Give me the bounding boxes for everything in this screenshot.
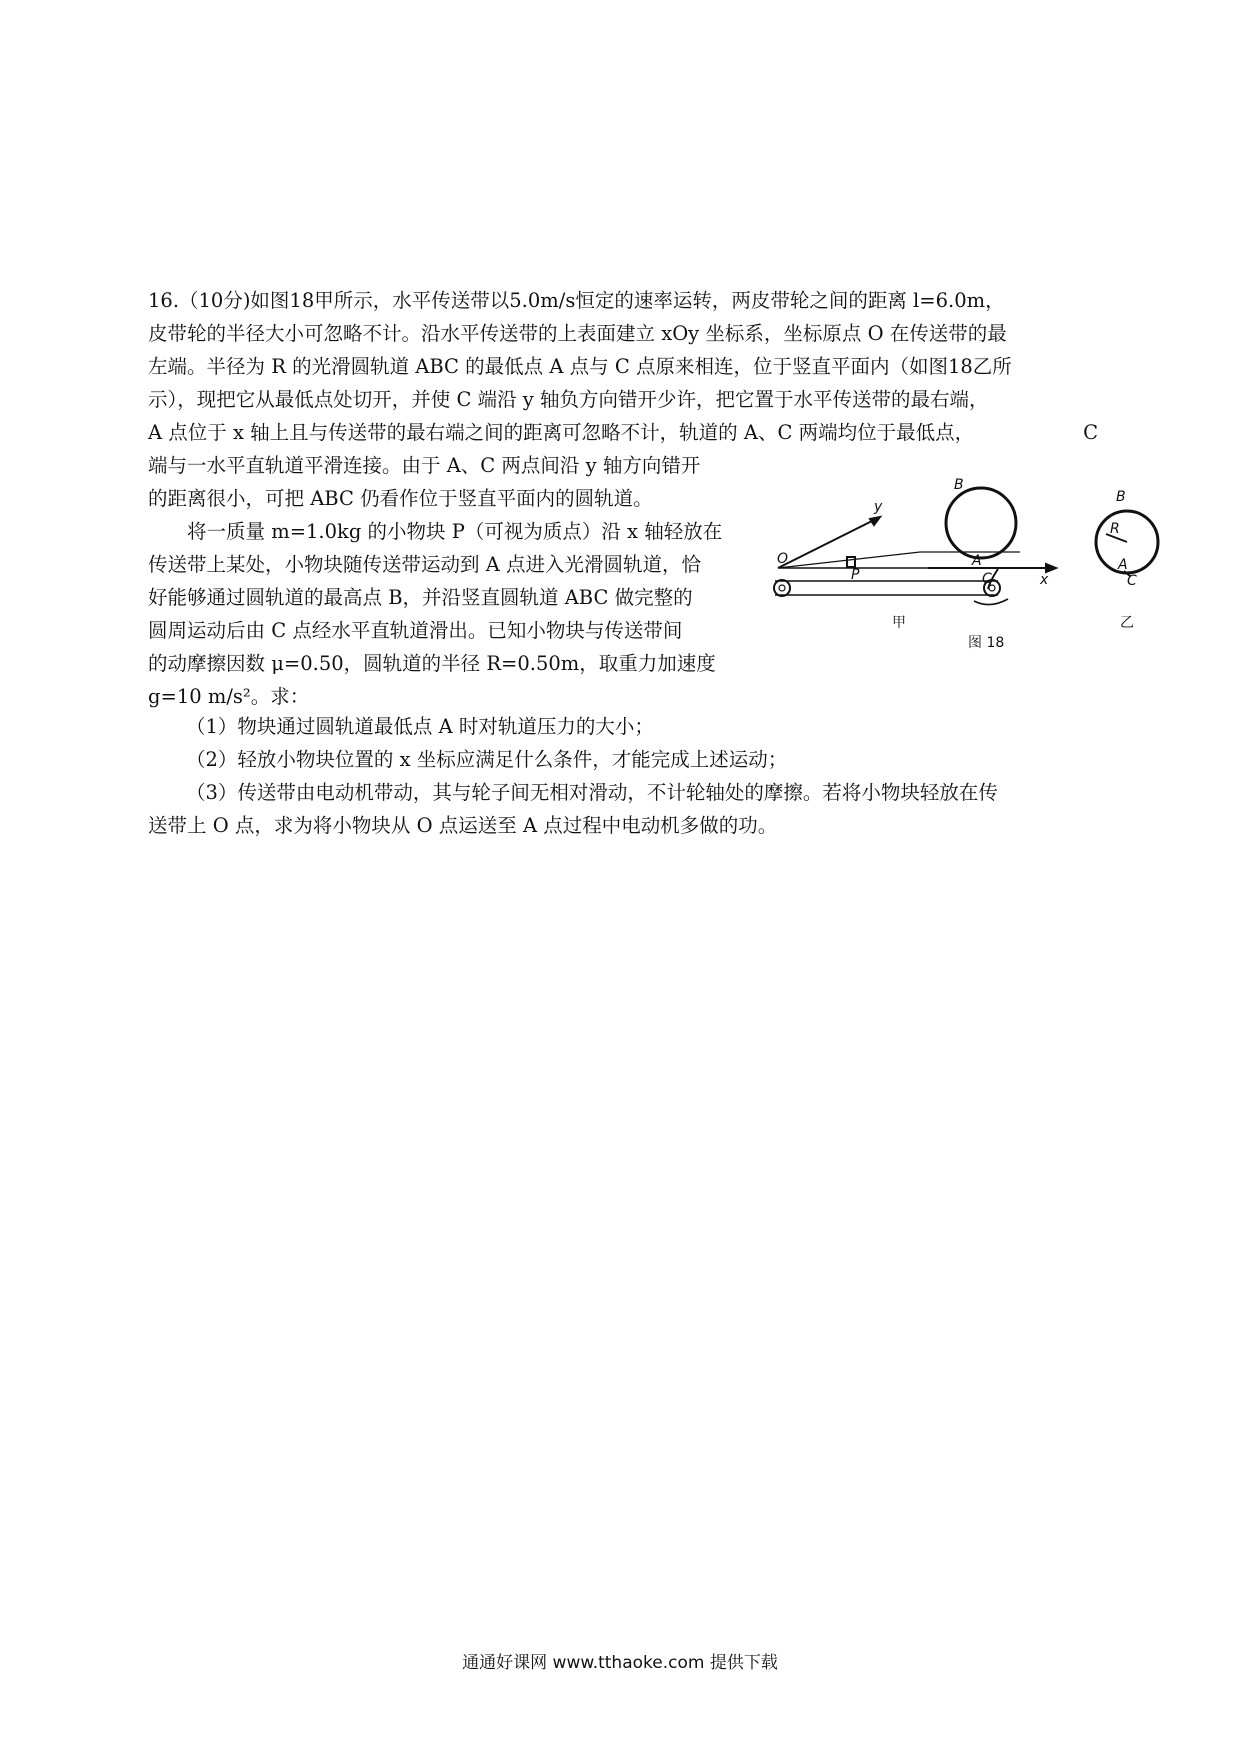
text-line: 圆周运动后由 C 点经水平直轨道滑出。已知小物块与传送带间 bbox=[148, 619, 683, 642]
block-p bbox=[847, 557, 855, 567]
problem-body bbox=[148, 449, 758, 713]
x-axis-arrow bbox=[1046, 564, 1056, 572]
question-item: （1）物块通过圆轨道最低点 A 时对轨道压力的大小； bbox=[186, 715, 654, 738]
problem-intro bbox=[148, 284, 1098, 449]
figure-caption: 图 18 bbox=[968, 635, 1005, 651]
label-o: O bbox=[777, 551, 789, 567]
label-y: y bbox=[874, 499, 883, 515]
y-axis-line bbox=[778, 517, 880, 568]
text-segment: A 点位于 x 轴上且与传送带的最右端之间的距离可忽略不计，轨道的 A、C 两端均位于最低点， bbox=[148, 421, 975, 444]
belt-top-back bbox=[778, 552, 920, 568]
text-line: 的动摩擦因数 μ=0.50，圆轨道的半径 R=0.50m，取重力加速度 bbox=[148, 652, 716, 675]
text-line: 好能够通过圆轨道的最高点 B，并沿竖直圆轨道 ABC 做完整的 bbox=[148, 586, 693, 609]
text-line: 传送带上某处，小物块随传送带运动到 A 点进入光滑圆轨道，恰 bbox=[148, 553, 701, 576]
text-line: 的距离很小，可把 ABC 仍看作位于竖直平面内的圆轨道。 bbox=[148, 487, 653, 510]
label-a-side: A bbox=[1118, 557, 1128, 573]
text-line: 端与一水平直轨道平滑连接。由于 A、C 两点间沿 y 轴方向错开 bbox=[148, 454, 701, 477]
question-item: （3）传送带由电动机带动，其与轮子间无相对滑动，不计轮轴处的摩擦。若将小物块轻放在传 bbox=[186, 781, 998, 804]
label-r: R bbox=[1110, 521, 1120, 537]
text-line: 左端。半径为 R 的光滑圆轨道 ABC 的最低点 A 点与 C 点原来相连，位于竖直平面内（如图18乙所 bbox=[148, 355, 1012, 378]
question-list bbox=[148, 710, 1098, 842]
question-item: （2）轻放小物块位置的 x 坐标应满足什么条件，才能完成上述运动； bbox=[186, 748, 788, 771]
left-pulley-axle bbox=[779, 585, 785, 591]
label-c: C bbox=[982, 571, 992, 587]
text-line: 16.（10分)如图18甲所示，水平传送带以5.0m/s恒定的速率运转，两皮带轮之间的距离 l=6.0m， bbox=[148, 289, 1005, 312]
subfigure-a-label: 甲 bbox=[892, 615, 906, 631]
label-b-side: B bbox=[1116, 489, 1126, 505]
page-footer: 通通好课网 www.tthaoke.com 提供下载 bbox=[462, 1653, 778, 1673]
label-b: B bbox=[954, 477, 964, 493]
text-line bbox=[148, 416, 1098, 449]
exit-track-curve bbox=[974, 599, 1008, 605]
text-line: 示），现把它从最低点处切开，并使 C 端沿 y 轴负方向错开少许，把它置于水平传送带的最右端， bbox=[148, 388, 989, 411]
subfigure-b-label: 乙 bbox=[1120, 615, 1134, 631]
left-pulley bbox=[774, 580, 790, 596]
label-p: P bbox=[851, 567, 860, 583]
question-item: 送带上 O 点，求为将小物块从 O 点运送至 A 点过程中电动机多做的功。 bbox=[148, 814, 778, 837]
text-line: 皮带轮的半径大小可忽略不计。沿水平传送带的上表面建立 xOy 坐标系，坐标原点 O 在传送带的最 bbox=[148, 322, 1007, 345]
text-line: 将一质量 m=1.0kg 的小物块 P（可视为质点）沿 x 轴轻放在 bbox=[148, 520, 723, 543]
figure-18-drawing bbox=[770, 477, 1170, 657]
figure-18 bbox=[770, 477, 1170, 657]
text-line: g=10 m/s²。求： bbox=[148, 685, 310, 708]
y-axis-arrow bbox=[870, 517, 880, 525]
label-c-side: C bbox=[1127, 573, 1137, 589]
circular-track bbox=[946, 488, 1016, 558]
label-x: x bbox=[1040, 572, 1049, 588]
label-a: A bbox=[972, 553, 982, 569]
text-segment: C bbox=[1083, 421, 1098, 444]
